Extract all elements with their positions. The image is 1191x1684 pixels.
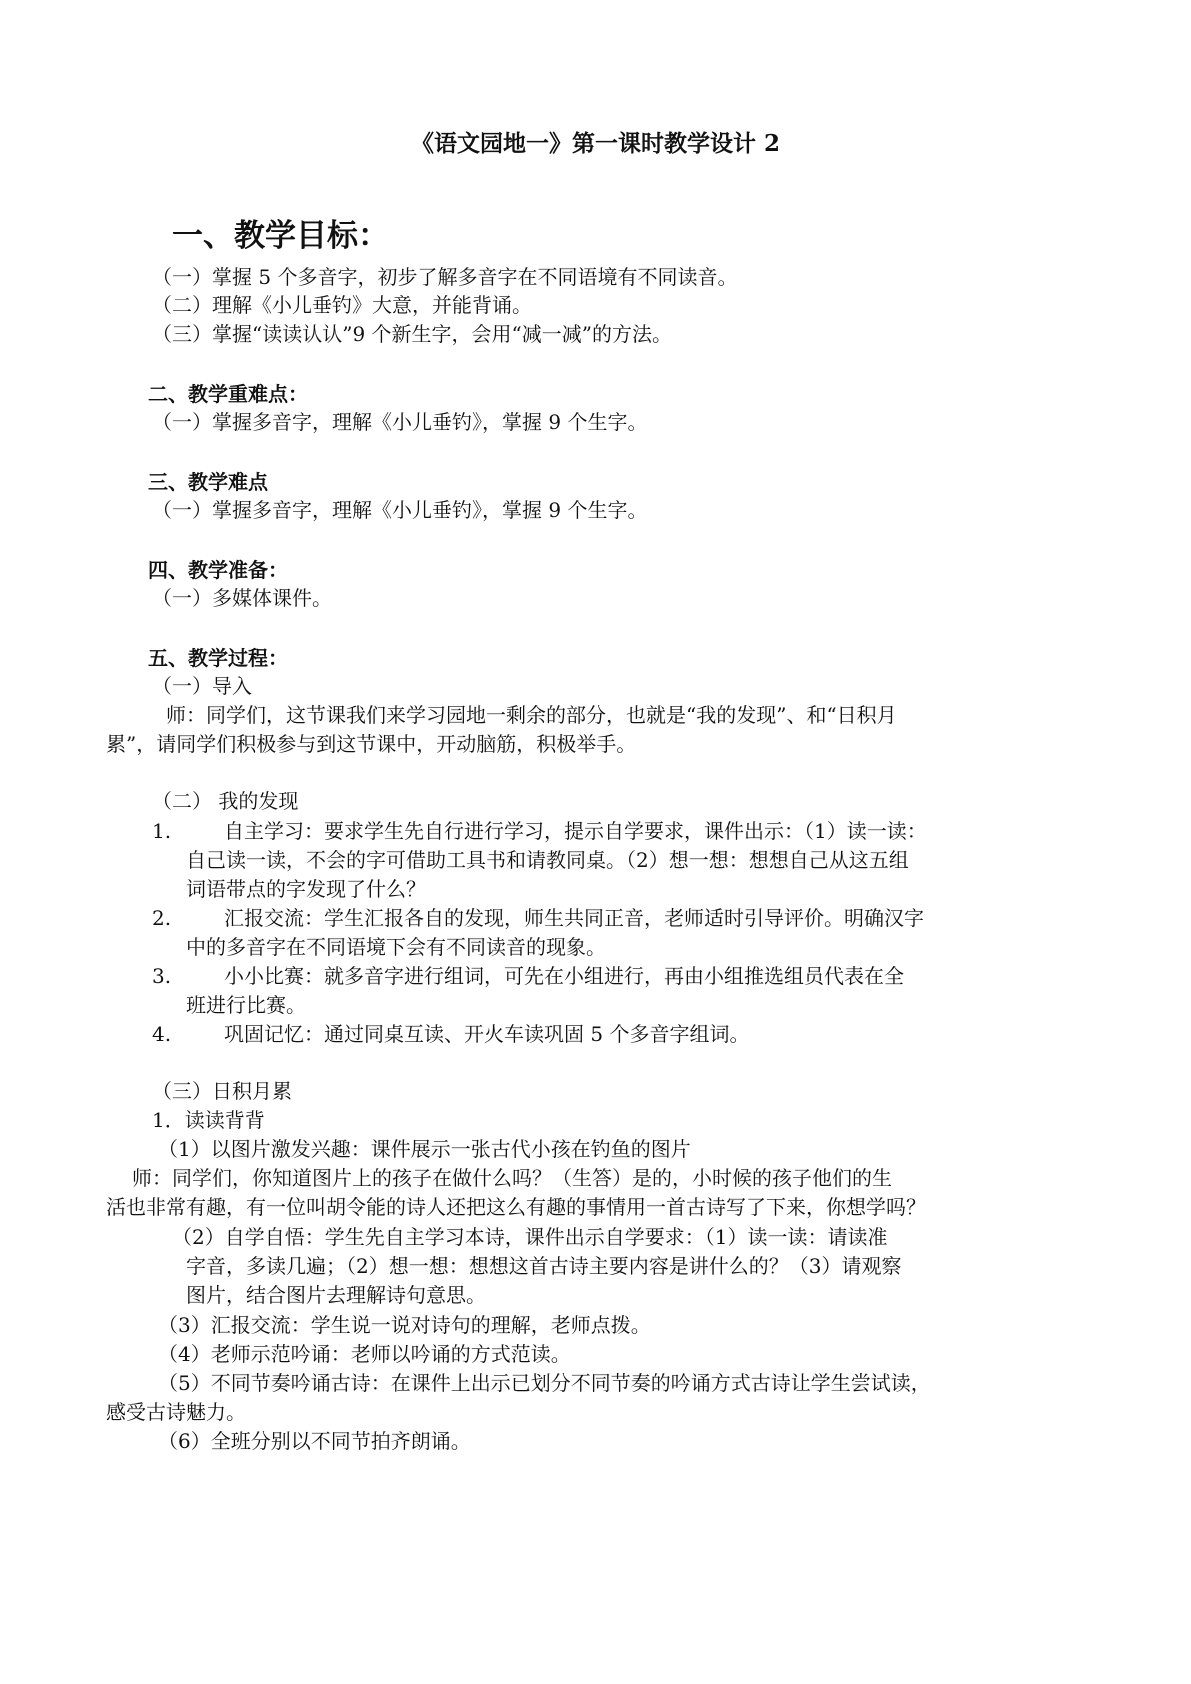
list-item-line: 词语带点的字发现了什么？: [186, 877, 426, 901]
objective-3: （三）掌握“读读认认”9 个新生字，会用“减一减”的方法。: [152, 322, 672, 346]
page-title: 《语文园地一》第一课时教学设计 2: [410, 130, 780, 157]
objective-1: （一）掌握 5 个多音字，初步了解多音字在不同语境有不同读音。: [152, 265, 738, 289]
accumulate-label: （三）日积月累: [152, 1079, 292, 1103]
section-5-heading: 五、教学过程：: [148, 646, 288, 670]
list-item-line: 巩固记忆：通过同桌互读、开火车读巩固 5 个多音字组词。: [224, 1022, 750, 1046]
step-2-line: 图片，结合图片去理解诗句意思。: [186, 1283, 486, 1307]
list-item-line: 自主学习：要求学生先自行进行学习，提示自学要求，课件出示：（1）读一读：: [224, 819, 927, 843]
step-2-line: 字音，多读几遍；（2）想一想：想想这首古诗主要内容是讲什么的？（3）请观察: [186, 1254, 902, 1278]
teacher-line-2: 活也非常有趣，有一位叫胡令能的诗人还把这么有趣的事情用一首古诗写了下来，你想学吗？: [106, 1195, 926, 1219]
step-1: （1）以图片激发兴趣：课件展示一张古代小孩在钓鱼的图片: [158, 1137, 691, 1161]
step-5-line-1: （5）不同节奏吟诵古诗：在课件上出示已划分不同节奏的吟诵方式古诗让学生尝试读，: [158, 1371, 931, 1395]
list-item-line: 小小比赛：就多音字进行组词，可先在小组进行，再由小组推选组员代表在全: [224, 964, 904, 988]
list-number: 3.: [152, 964, 172, 988]
section-3-heading: 三、教学难点: [148, 470, 268, 494]
difficulty-item: （一）掌握多音字，理解《小儿垂钓》，掌握 9 个生字。: [152, 498, 648, 522]
intro-text-line-2: 累”，请同学们积极参与到这节课中，开动脑筋，积极举手。: [106, 732, 637, 756]
section-2-heading: 二、教学重难点：: [148, 382, 308, 406]
discover-label: （二） 我的发现: [152, 789, 299, 813]
objective-2: （二）理解《小儿垂钓》大意，并能背诵。: [152, 293, 532, 317]
step-3: （3）汇报交流：学生说一说对诗句的理解，老师点拨。: [158, 1313, 651, 1337]
section-1-heading: 一、教学目标：: [172, 218, 389, 254]
intro-label: （一）导入: [152, 674, 252, 698]
step-5-line-2: 感受古诗魅力。: [106, 1400, 246, 1424]
list-number: 1.: [152, 819, 172, 843]
section-4-heading: 四、教学准备：: [148, 558, 288, 582]
list-number: 2.: [152, 906, 172, 930]
key-points-item: （一）掌握多音字，理解《小儿垂钓》，掌握 9 个生字。: [152, 410, 648, 434]
list-item-line: 自己读一读，不会的字可借助工具书和请教同桌。（2）想一想：想想自己从这五组: [186, 848, 909, 872]
list-item-line: 汇报交流：学生汇报各自的发现，师生共同正音，老师适时引导评价。明确汉字: [224, 906, 924, 930]
preparation-item: （一）多媒体课件。: [152, 586, 332, 610]
list-number: 4.: [152, 1022, 172, 1046]
accumulate-sub: 1．读读背背: [152, 1108, 265, 1132]
list-item-line: 中的多音字在不同语境下会有不同读音的现象。: [186, 935, 606, 959]
step-4: （4）老师示范吟诵：老师以吟诵的方式范读。: [158, 1342, 571, 1366]
teacher-line-1: 师：同学们，你知道图片上的孩子在做什么吗？（生答）是的，小时候的孩子他们的生: [132, 1166, 892, 1190]
list-item-line: 班进行比赛。: [186, 993, 306, 1017]
step-2-line: （2）自学自悟：学生先自主学习本诗，课件出示自学要求：（1）读一读：请读准: [172, 1225, 888, 1249]
intro-text-line-1: 师：同学们，这节课我们来学习园地一剩余的部分，也就是“我的发现”、和“日积月: [166, 703, 897, 727]
step-6: （6）全班分别以不同节拍齐朗诵。: [158, 1429, 471, 1453]
